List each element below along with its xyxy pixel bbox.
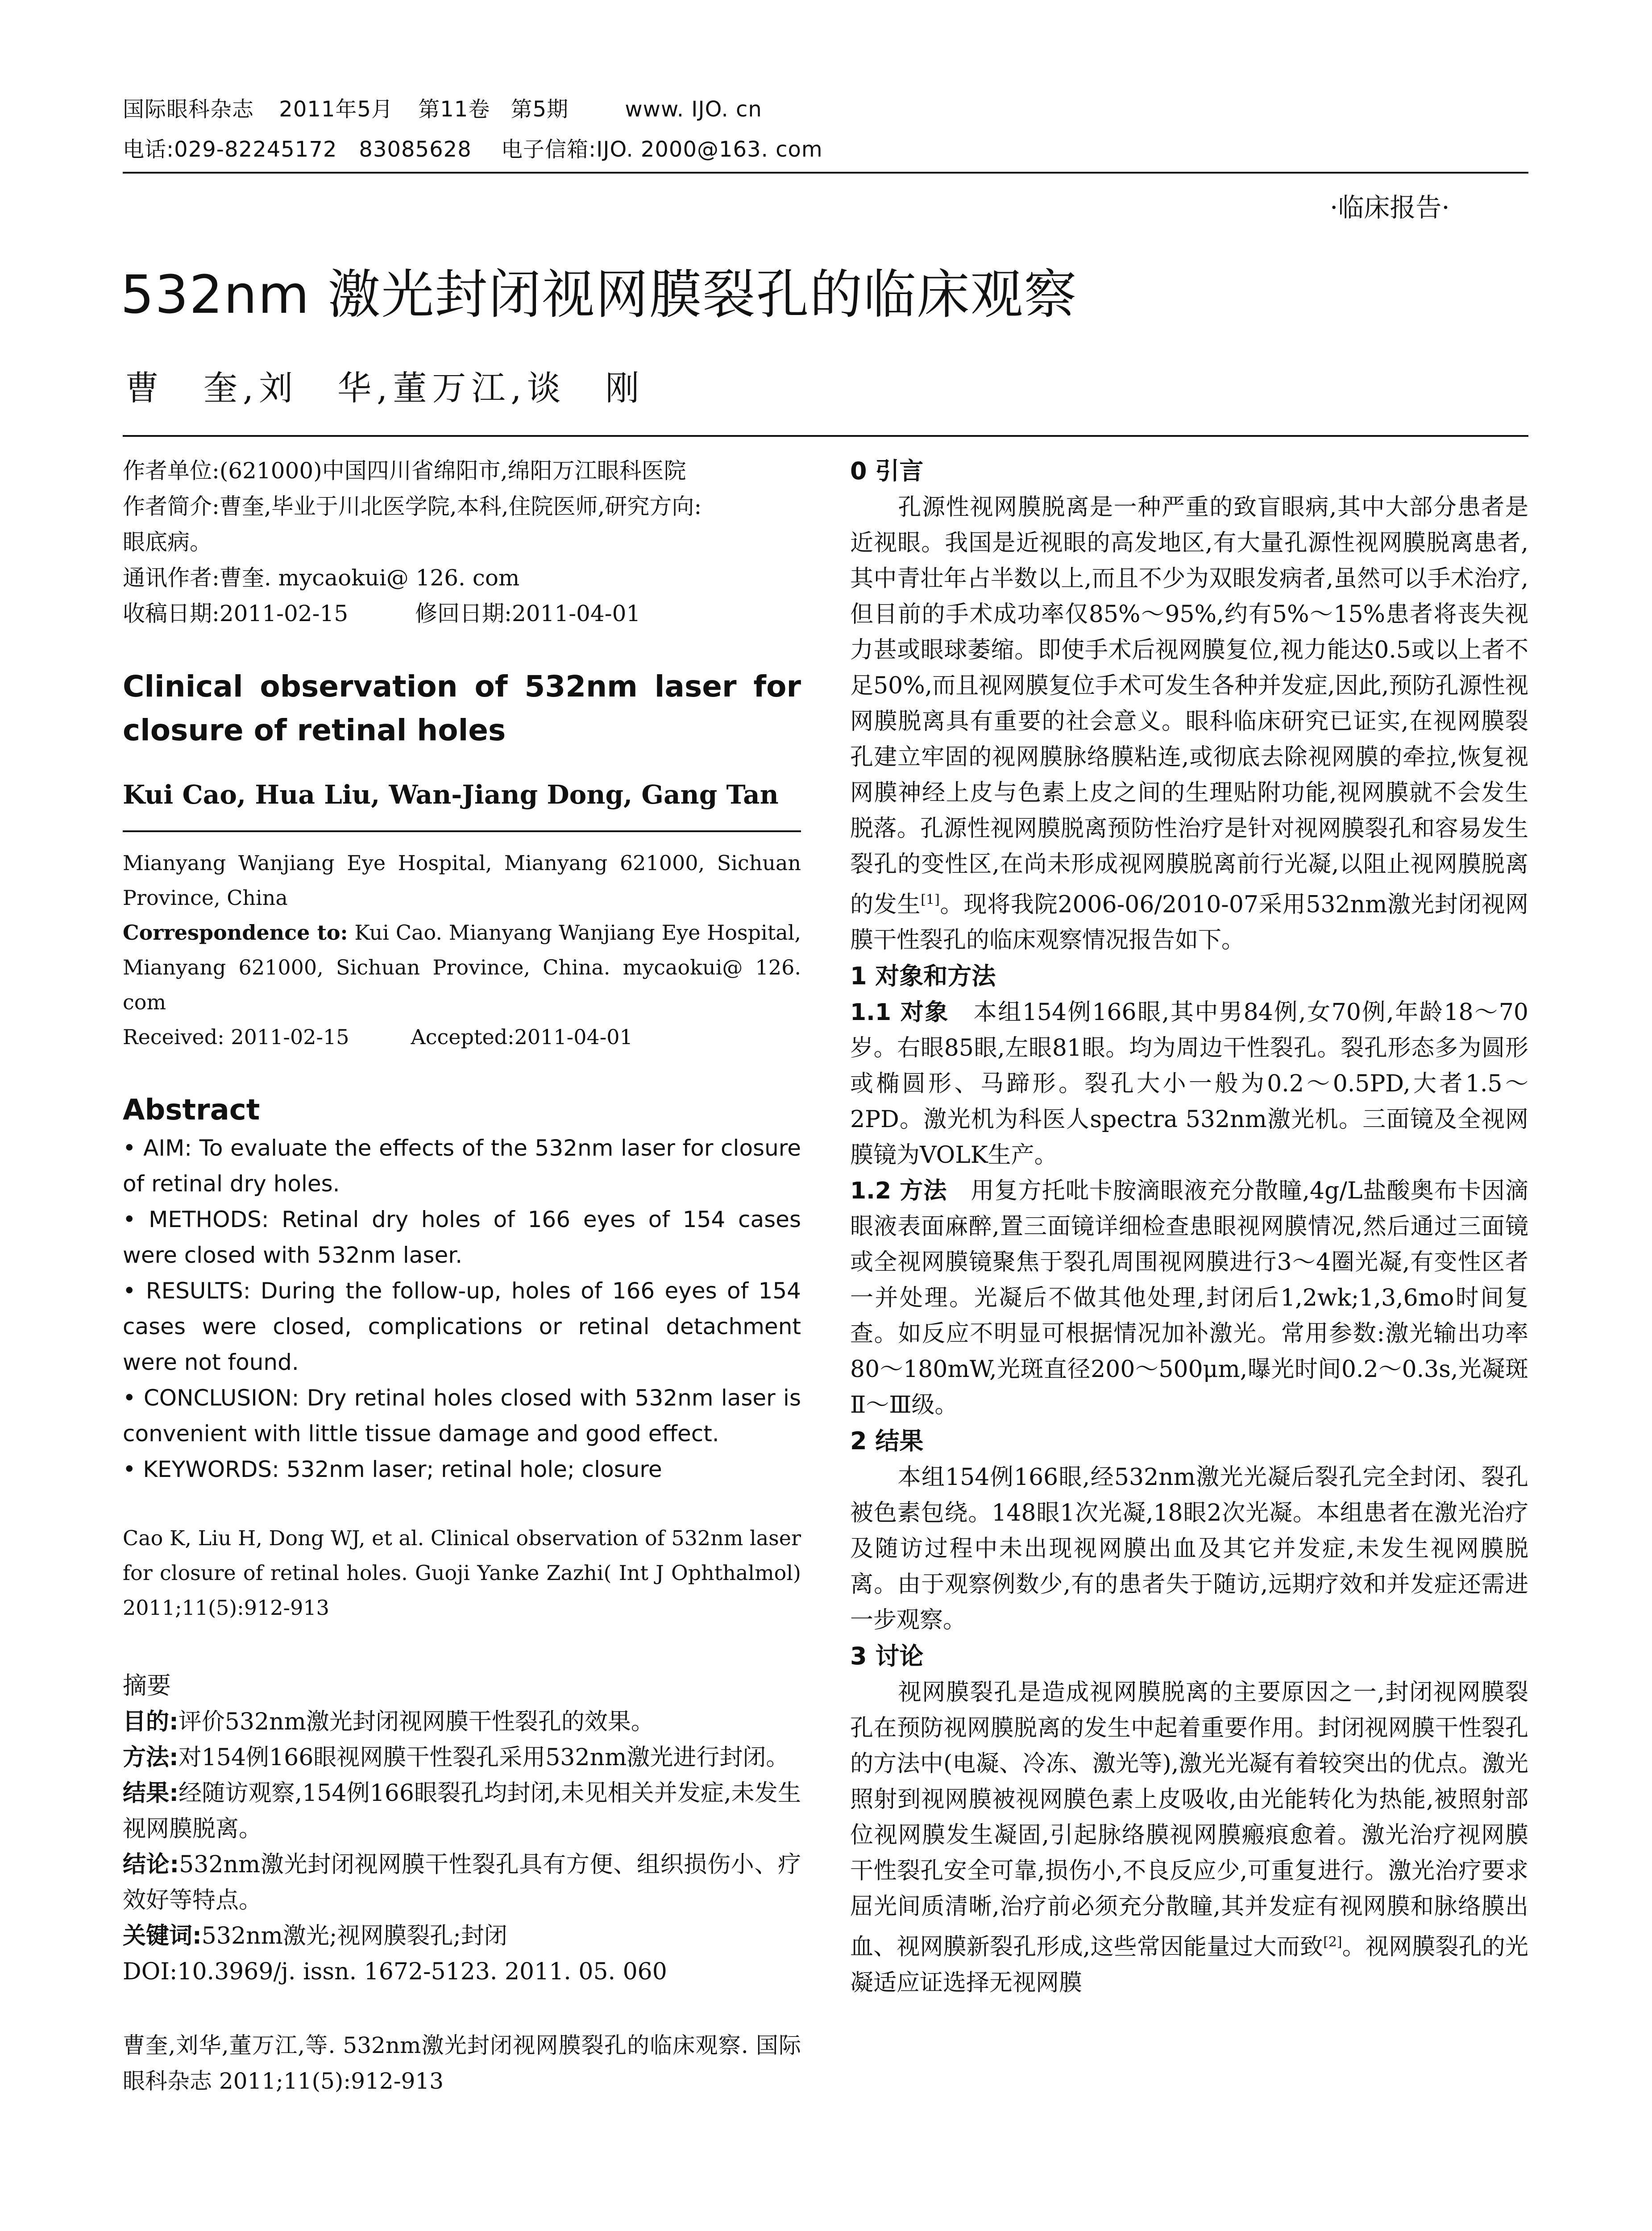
section-1-heading: 1 对象和方法 — [850, 962, 996, 991]
volume: 第11卷 — [418, 97, 490, 122]
correspondence-label: Correspondence to: — [123, 921, 348, 945]
abstract-heading: Abstract — [123, 1094, 260, 1127]
cn-abstract-methods — [123, 1740, 801, 1775]
header-rule — [123, 172, 1528, 174]
phone: 电话:029-82245172 83085628 — [123, 137, 472, 162]
author-info-line: 收稿日期:2011-02-15 修回日期:2011-04-01 — [123, 601, 641, 626]
authors-cn: 曹 奎,刘 华,董万江,谈 刚 — [125, 368, 645, 408]
cn-abstract-label: 目的: — [123, 1708, 178, 1735]
cn-abstract-label: 方法: — [123, 1744, 178, 1771]
section-1-1 — [850, 995, 1528, 1173]
issue: 第5期 — [511, 97, 569, 122]
issue-date: 2011年5月 — [279, 97, 393, 122]
abstract-conclusion: • CONCLUSION: Dry retinal holes closed with 532nm laser is convenient with little tissue damage and good effect. — [123, 1385, 801, 1447]
paper-title: 532nm 激光封闭视网膜裂孔的临床观察 — [120, 264, 1078, 325]
website: www. IJO. cn — [625, 97, 762, 122]
cn-abstract-text: 经随访观察,154例166眼裂孔均封闭,未见相关并发症,未发生视网膜脱离。 — [123, 1780, 801, 1842]
abstract-aim: • AIM: To evaluate the effects of the 532nm laser for closure of retinal dry holes. — [123, 1135, 801, 1197]
reference-marker: [2] — [1323, 1934, 1342, 1950]
author-info-line: 眼底病。 — [123, 529, 212, 555]
doi: DOI:10.3969/j. issn. 1672-5123. 2011. 05. 060 — [123, 1958, 667, 1985]
cn-abstract-text: 评价532nm激光封闭视网膜干性裂孔的效果。 — [178, 1708, 654, 1735]
section-0-text-b: 。现将我院2006-06/2010-07采用532nm激光封闭视网膜干性裂孔的临床观察情况报告如下。 — [850, 891, 1528, 954]
section-3-text-b: 。视网膜裂孔的光凝适应证选择无视网膜 — [850, 1933, 1528, 1996]
journal-header-line1 — [123, 96, 780, 123]
cn-abstract-conclusion — [123, 1847, 801, 1918]
cn-abstract-results — [123, 1775, 801, 1847]
journal-header-line2 — [123, 136, 841, 163]
cn-abstract-text: 532nm激光封闭视网膜干性裂孔具有方便、组织损伤小、疗效好等特点。 — [123, 1851, 801, 1914]
author-info-line: 作者单位:(621000)中国四川省绵阳市,绵阳万江眼科医院 — [123, 458, 686, 484]
abstract-en — [123, 1130, 801, 1487]
section-2-text: 本组154例166眼,经532nm激光光凝后裂孔完全封闭、裂孔被色素包绕。148眼1次光凝,18眼2次光凝。本组患者在激光治疗及随访过程中未出现视网膜出血及其它并发症,未发生视网膜脱离。由于观察例数少,有的患者失于随访,远期疗效和并发症还需进一步观察。 — [850, 1464, 1528, 1634]
citation-cn: 曹奎,刘华,董万江,等. 532nm激光封闭视网膜裂孔的临床观察. 国际眼科杂志 2011;11(5):912-913 — [123, 2032, 801, 2094]
abstract-keywords: • KEYWORDS: 532nm laser; retinal hole; closure — [123, 1456, 662, 1482]
section-1-2-label: 1.2 方法 — [850, 1178, 947, 1205]
received-accepted: Received: 2011-02-15 Accepted:2011-04-01 — [123, 1025, 633, 1049]
citation-en: Cao K, Liu H, Dong WJ, et al. Clinical observation of 532nm laser for closure of retinal holes. Guoji Yanke Zazhi( Int J Ophthalmol) 2011;11(5):912-913 — [123, 1526, 801, 1620]
cn-abstract-label: 关键词: — [123, 1923, 202, 1949]
title-rule — [123, 435, 1528, 437]
english-title: Clinical observation of 532nm laser for closure of retinal holes — [123, 669, 801, 747]
abstract-results: • RESULTS: During the follow-up, holes of 166 eyes of 154 cases were closed, complications or retinal detachment were not found. — [123, 1278, 801, 1375]
abstract-methods: • METHODS: Retinal dry holes of 166 eyes of 154 cases were closed with 532nm laser. — [123, 1207, 801, 1268]
right-column — [850, 453, 1528, 2001]
english-affiliation: Mianyang Wanjiang Eye Hospital, Mianyang 621000, Sichuan Province, China — [123, 851, 801, 910]
section-1-2-text: 用复方托吡卡胺滴眼液充分散瞳,4g/L盐酸奥布卡因滴眼液表面麻醉,置三面镜详细检查患眼视网膜情况,然后通过三面镜或全视网膜镜聚焦于裂孔周围视网膜进行3～4圈光凝,有变性区者一并处理。光凝后不做其他处理,封闭后1,2wk;1,3,6mo时间复查。如反应不明显可根据情况加补激光。常用参数:激光输出功率80～180mW,光斑直径200～500μm,曝光时间0.2～0.3s,光凝斑Ⅱ～Ⅲ级。 — [850, 1178, 1529, 1419]
section-1-1-text: 本组154例166眼,其中男84例,女70例,年龄18～70岁。右眼85眼,左眼81眼。均为周边干性裂孔。裂孔形态多为圆形或椭圆形、马蹄形。裂孔大小一般为0.2～0.5PD,大者1.5～2PD。激光机为科医人spectra 532nm激光机。三面镜及全视网膜镜为VOLK生产。 — [850, 999, 1528, 1169]
author-info — [123, 453, 801, 631]
section-1-1-label: 1.1 对象 — [850, 999, 950, 1026]
category-label: ·临床报告· — [1330, 192, 1450, 223]
cn-abstract-text: 对154例166眼视网膜干性裂孔采用532nm激光进行封闭。 — [178, 1744, 789, 1771]
section-1-2 — [850, 1173, 1528, 1423]
section-3-text-a: 视网膜裂孔是造成视网膜脱离的主要原因之一,封闭视网膜裂孔在预防视网膜脱离的发生中起着重要作用。封闭视网膜干性裂孔的方法中(电凝、冷冻、激光等),激光光凝有着较突出的优点。激光照射到视网膜被视网膜色素上皮吸收,由光能转化为热能,被照射部位视网膜发生凝固,引起脉络膜视网膜瘢痕愈着。激光治疗视网膜干性裂孔安全可靠,损伤小,不良反应少,可重复进行。激光治疗要求屈光间质清晰,治疗前必须充分散瞳,其并发症有视网膜和脉络膜出血、视网膜新裂孔形成,这些常因能量过大而致 — [850, 1679, 1528, 1961]
english-authors: Kui Cao, Hua Liu, Wan-Jiang Dong, Gang Tan — [123, 780, 779, 810]
english-authors-rule — [123, 830, 801, 832]
cn-abstract-keywords — [123, 1918, 801, 1954]
cn-abstract-aim — [123, 1704, 801, 1740]
cn-abstract-heading: 摘要 — [123, 1671, 171, 1700]
correspondence-text: Kui Cao. Mianyang Wanjiang Eye Hospital, Mianyang 621000, Sichuan Province, China. mycaokui@ 126. com — [123, 921, 801, 1014]
journal-name: 国际眼科杂志 — [123, 97, 254, 122]
author-info-line: 作者简介:曹奎,毕业于川北医学院,本科,住院医师,研究方向: — [123, 493, 702, 519]
section-0-text — [850, 489, 1528, 958]
reference-marker: [1] — [921, 892, 940, 908]
section-3-text — [850, 1675, 1528, 2000]
section-0-text-a: 孔源性视网膜脱离是一种严重的致盲眼病,其中大部分患者是近视眼。我国是近视眼的高发地区,有大量孔源性视网膜脱离患者,其中青壮年占半数以上,而且不少为双眼发病者,虽然可以手术治疗,但目前的手术成功率仅85%～95%,约有5%～15%患者将丧失视力甚或眼球萎缩。即使手术后视网膜复位,视力能达0.5或以上者不足50%,而且视网膜复位手术可发生各种并发症,因此,预防孔源性视网膜脱离具有重要的社会意义。眼科临床研究已证实,在视网膜裂孔建立牢固的视网膜脉络膜粘连,或彻底去除视网膜的牵拉,恢复视网膜神经上皮与色素上皮之间的生理贴附功能,视网膜就不会发生脱落。孔源性视网膜脱离预防性治疗是针对视网膜裂孔和容易发生裂孔的变性区,在尚未形成视网膜脱离前行光凝,以阻止视网膜脱离的发生 — [850, 494, 1528, 918]
section-0-heading: 0 引言 — [850, 457, 924, 485]
cn-abstract-label: 结论: — [123, 1851, 179, 1878]
cn-abstract-text: 532nm激光;视网膜裂孔;封闭 — [201, 1923, 507, 1949]
left-column — [123, 453, 801, 2099]
cn-abstract-label: 结果: — [123, 1780, 179, 1807]
email: 电子信箱:IJO. 2000@163. com — [501, 137, 823, 162]
author-info-line: 通讯作者:曹奎. mycaokui@ 126. com — [123, 565, 520, 591]
section-2-heading: 2 结果 — [850, 1427, 924, 1456]
section-3-heading: 3 讨论 — [850, 1642, 924, 1671]
correspondence — [123, 915, 801, 1020]
